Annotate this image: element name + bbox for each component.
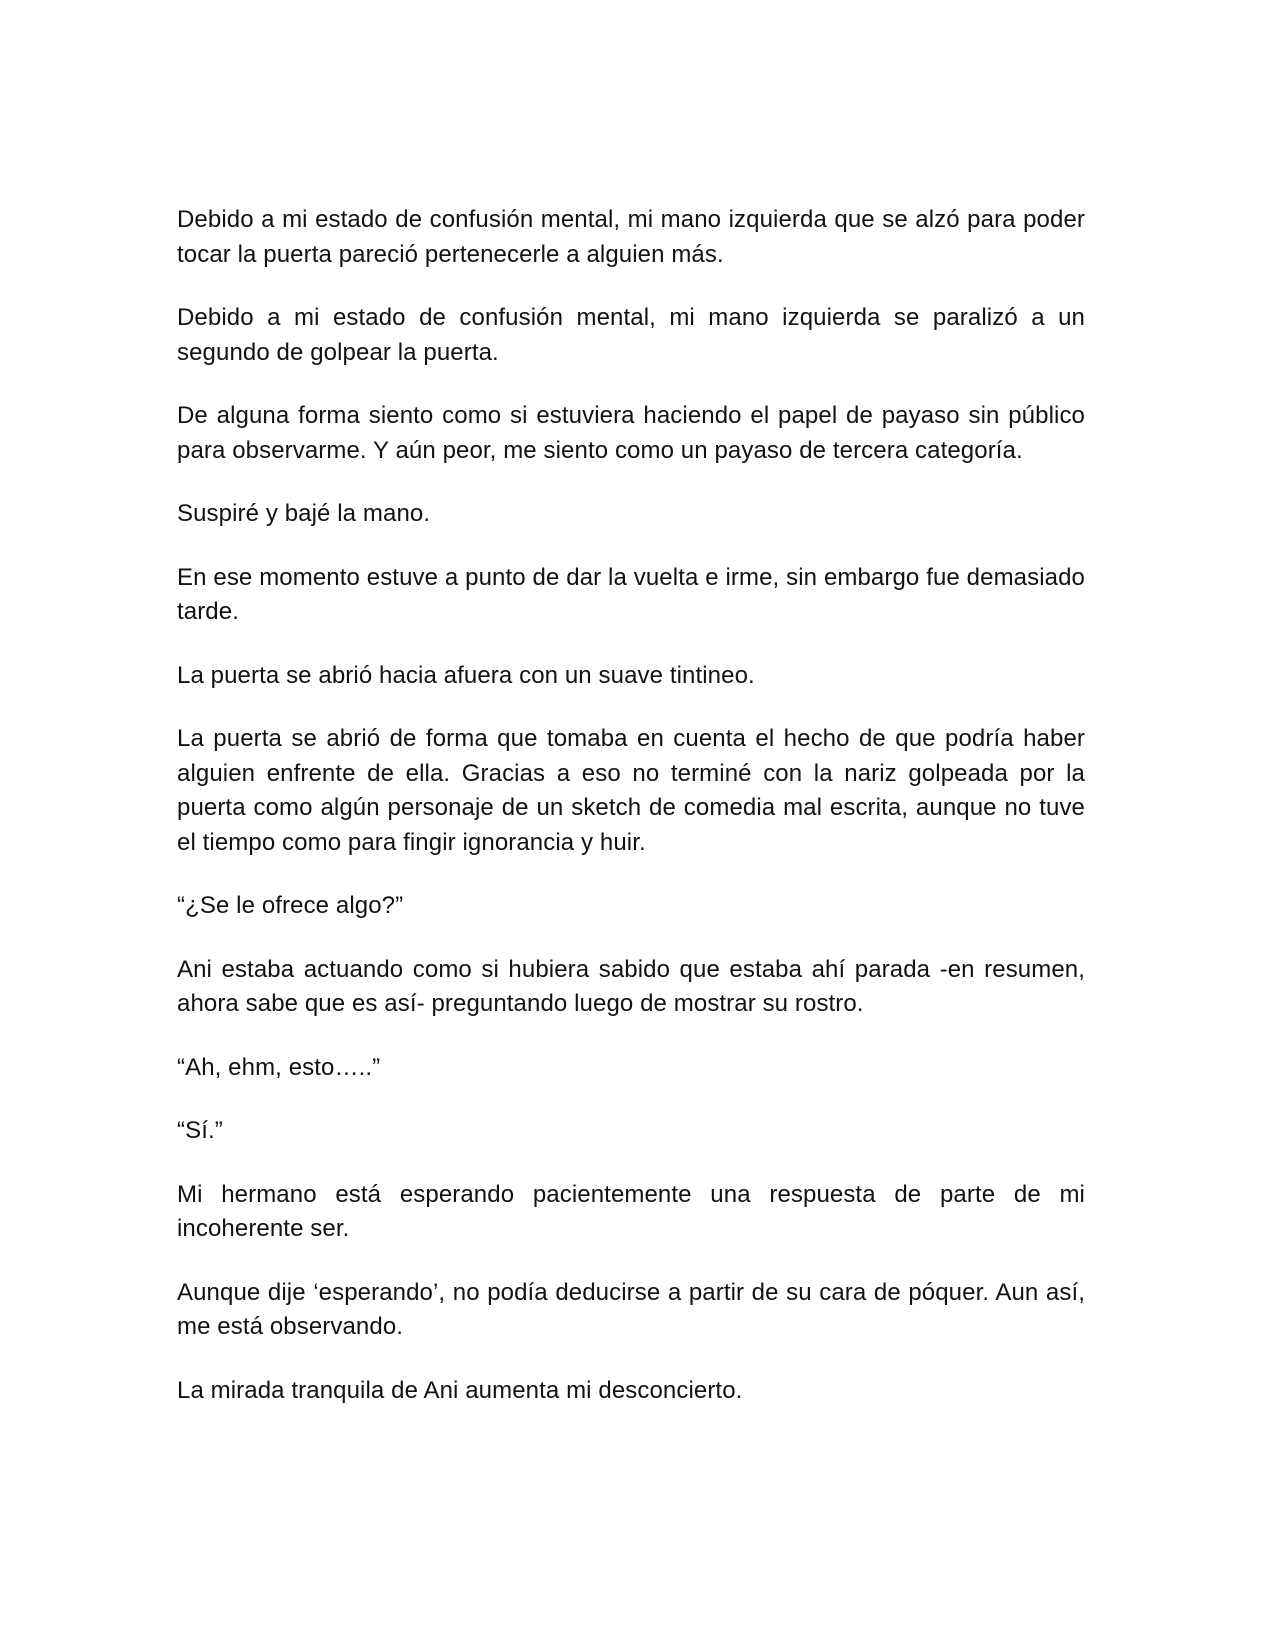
paragraph-14: La mirada tranquila de Ani aumenta mi desconcierto. — [177, 1376, 743, 1404]
paragraph-12: Mi hermano está esperando pacientemente una respuesta de parte de mi incoherente ser. — [177, 1180, 1085, 1242]
paragraph-9: Ani estaba actuando como si hubiera sabido que estaba ahí parada -en resumen, ahora sabe que es así- preguntando luego de mostrar su rostro. — [177, 955, 1085, 1017]
paragraph-13: Aunque dije ‘esperando’, no podía deducirse a partir de su cara de póquer. Aun así, me está observando. — [177, 1278, 1085, 1340]
dialogue-line-1: “¿Se le ofrece algo?” — [177, 892, 404, 919]
paragraph-6: La puerta se abrió hacia afuera con un suave tintineo. — [177, 661, 755, 689]
dialogue-line-3: “Sí.” — [177, 1117, 223, 1144]
paragraph-1: Debido a mi estado de confusión mental, mi mano izquierda que se alzó para poder tocar la puerta pareció pertenecerle a alguien más. — [177, 206, 1085, 268]
paragraph-5: En ese momento estuve a punto de dar la vuelta e irme, sin embargo fue demasiado tarde. — [177, 563, 1085, 625]
dialogue-line-2: “Ah, ehm, esto…..” — [177, 1053, 381, 1081]
document-page — [177, 203, 1085, 1437]
paragraph-7: La puerta se abrió de forma que tomaba en cuenta el hecho de que podría haber alguien enfrente de ella. Gracias a eso no terminé con la nariz golpeada por la puerta como algún personaje de un sketch de comedia mal escrita, aunque no tuve el tiempo como para fingir ignorancia y huir. — [177, 725, 1085, 856]
paragraph-3: De alguna forma siento como si estuviera haciendo el papel de payaso sin público para observarme. Y aún peor, me siento como un payaso de tercera categoría. — [177, 402, 1085, 464]
paragraph-2: Debido a mi estado de confusión mental, mi mano izquierda se paralizó a un segundo de golpear la puerta. — [177, 304, 1085, 366]
paragraph-4: Suspiré y bajé la mano. — [177, 500, 431, 527]
